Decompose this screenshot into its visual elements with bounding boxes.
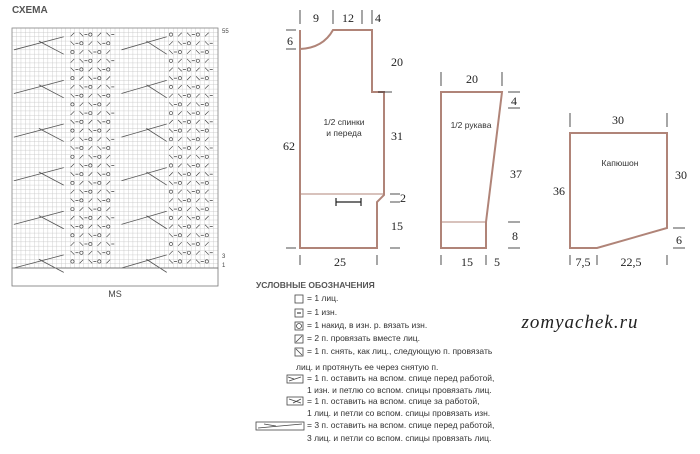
legend-item-k2tog: = 2 п. провязать вместе лиц. — [307, 333, 421, 343]
dim-bf-4: 4 — [375, 11, 381, 25]
dim-bf-31: 31 — [391, 129, 403, 143]
dim-bf-12: 12 — [342, 11, 354, 25]
buttonhole-mark — [336, 198, 361, 206]
dim-bf-25: 25 — [334, 255, 346, 269]
dim-sl-4: 4 — [511, 94, 517, 108]
dim-bf-15: 15 — [391, 219, 403, 233]
hood-pattern — [553, 113, 687, 269]
dim-bf-20: 20 — [391, 55, 403, 69]
dim-bf-2: 2 — [400, 191, 406, 205]
dim-sl-37: 37 — [510, 167, 522, 181]
legend-item-cable-3-cont: 3 лиц. и петли со вспом. спицы провязать лиц. — [307, 433, 492, 443]
sleeve-pattern — [441, 72, 522, 269]
dim-sl-15: 15 — [461, 255, 473, 269]
legend-item-purl: = 1 изн. — [307, 307, 338, 317]
dim-bf-9: 9 — [313, 11, 319, 25]
dim-bf-6: 6 — [287, 34, 293, 48]
back-front-label-2: и переда — [326, 128, 362, 138]
dim-hood-22-5: 22,5 — [620, 255, 642, 269]
dim-hood-7-5: 7,5 — [575, 255, 591, 269]
dim-sl-20: 20 — [466, 72, 478, 86]
back-front-pattern — [283, 10, 406, 269]
back-front-label-1: 1/2 спинки — [323, 117, 365, 127]
chart-title: СХЕМА — [12, 5, 48, 16]
row-label-3: 3 — [222, 254, 226, 260]
chart-symbols — [14, 33, 213, 273]
sleeve-label: 1/2 рукава — [450, 120, 492, 130]
yarn-over-icon — [295, 322, 303, 330]
dim-bf-62: 62 — [283, 139, 295, 153]
legend-item-cross-left-cont: 1 изн. и петлю со вспом. спицы провязать лиц. — [307, 385, 492, 395]
dim-hood-6: 6 — [676, 233, 682, 247]
purl-stitch-icon — [295, 309, 303, 317]
legend-item-yarn-over: = 1 накид, в изн. р. вязать изн. — [307, 320, 428, 330]
cross-right-icon — [287, 397, 303, 405]
watermark: zomyachek.ru — [521, 312, 639, 333]
legend-item-knit: = 1 лиц. — [307, 293, 339, 303]
legend-item-cross-right: = 1 п. оставить на вспом. спице за работой, — [307, 396, 480, 406]
row-label-55: 55 — [222, 29, 229, 35]
sleeve-outline — [441, 92, 502, 248]
knit-stitch-icon — [295, 295, 303, 303]
dim-sl-8: 8 — [512, 229, 518, 243]
back-front-outline — [300, 30, 384, 248]
dim-sl-5: 5 — [494, 255, 500, 269]
legend-title: УСЛОВНЫЕ ОБОЗНАЧЕНИЯ — [256, 280, 375, 290]
legend-item-skpo: = 1 п. снять, как лиц., следующую п. провязать — [307, 346, 493, 356]
skpo-icon — [295, 348, 303, 356]
k2tog-icon — [295, 335, 303, 343]
cross-left-icon — [287, 375, 303, 383]
dim-hood-36: 36 — [553, 184, 565, 198]
repeat-label: MS — [108, 289, 122, 299]
legend-item-skpo-cont: лиц. и протянуть ее через снятую п. — [296, 362, 439, 372]
legend-item-cable-3: = 3 п. оставить на вспом. спице перед работой, — [307, 420, 495, 430]
hood-label: Капюшон — [601, 158, 639, 168]
dim-hood-30-right: 30 — [675, 168, 687, 182]
legend-item-cross-left: = 1 п. оставить на вспом. спице перед работой, — [307, 373, 495, 383]
repeat-bracket — [12, 268, 218, 286]
legend-item-cross-right-cont: 1 лиц. и петли со вспом. спицы провязать изн. — [307, 408, 491, 418]
cable-3-icon — [256, 422, 304, 430]
row-label-1: 1 — [222, 263, 226, 269]
knitting-chart — [12, 5, 229, 299]
dim-hood-30-top: 30 — [612, 113, 624, 127]
hood-outline — [570, 133, 667, 248]
